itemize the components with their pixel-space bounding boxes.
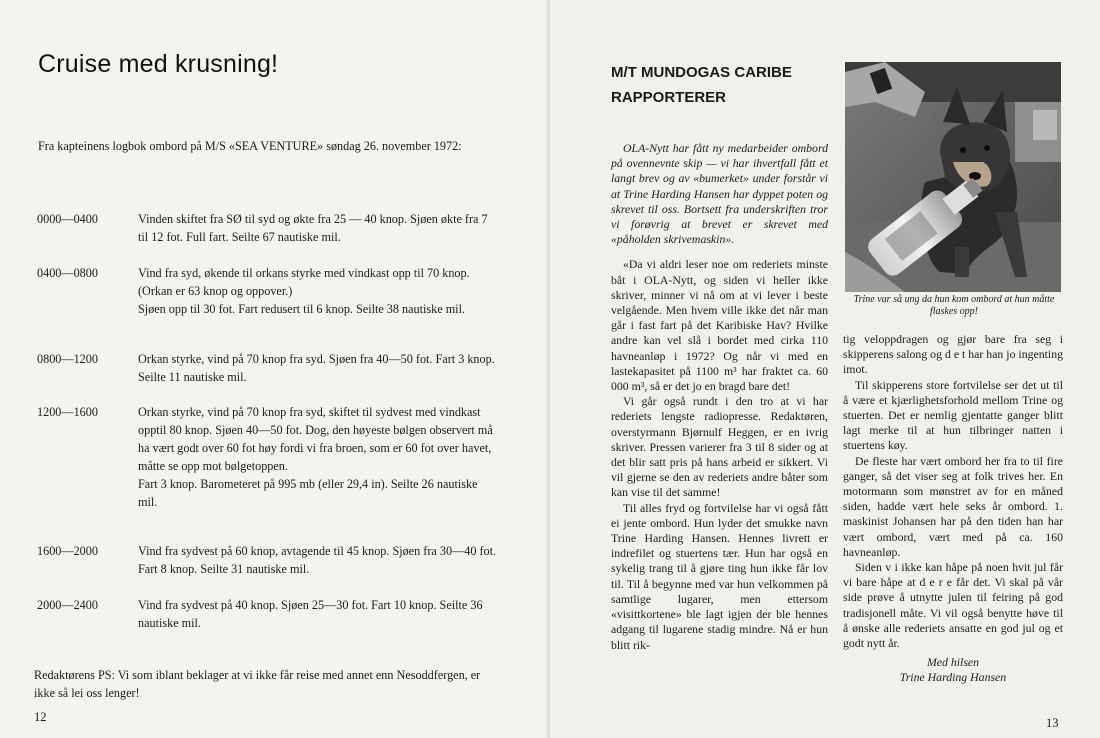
log-text: Vind fra syd, økende til orkans styrke med vindkast opp til 70 knop. (Orkan er 63 knop og oppover.) Sjøen opp til 30 fot. Fart redusert til 6 knop. Seilte 38 nautiske mil. (138, 266, 470, 316)
log-text: Vinden skiftet fra SØ til syd og økte fra 25 — 40 knop. Sjøen økte fra 7 til 12 fot. Full fart. Seilte 67 nautiske mil. (138, 212, 488, 244)
article-headline: Cruise med krusning! (38, 50, 279, 78)
log-text: Vind fra sydvest på 40 knop. Sjøen 25—30 fot. Fart 10 knop. Seilte 36 nautiske mil. (138, 598, 483, 630)
article-column-2 (843, 332, 1063, 686)
editor-ps: Redaktørens PS: Vi som iblant beklager at vi ikke får reise med annet enn Nesoddfergen, er ikke så lei oss lenger! (34, 668, 481, 700)
log-time: 1600—2000 (37, 544, 98, 558)
article-paragraph: Siden v i ikke kan håpe på noen hvit jul får vi bare håpe at d e r e får det. Vi skal på vår side prøve å utnytte julen til feiring på god tradisjonell måte. Vi vil også benytte høve til å ønske alle rederiets ansatte en god jul og et godt nytt år. (843, 560, 1063, 651)
title-line-2: RAPPORTERER (611, 89, 727, 106)
article-intro: OLA-Nytt har fått ny medarbeider ombord på ovennevnte skip — vi har ihvertfall fått et langt brev og av «bumerket» under forstår vi at Trine Harding Hansen har dyppet poten og skrevet til oss. Bortsett fra underskriften tror vi forøvrig at brevet er skrevet med «påholden skrivemaskin». (611, 141, 828, 247)
log-time: 2000—2400 (37, 598, 98, 612)
article-paragraph: Til alles fryd og fortvilelse har vi også fått ei jente ombord. Hun lyder det smukke navn Trine Harding Hansen. Hennes livrett er indrefilet og stuertens tær. Hun har også en sykelig trang til å gjøre ting hun ikke får lov til. Til å begynne med var hun velkommen på samtlige lugarer, men ettersom «visittkortene» ble lagt igjen der ble hennes adgang til lugarene stadig mindre. Nå er hun blitt rik- (611, 500, 828, 652)
log-time: 1200—1600 (37, 405, 98, 419)
article-title (611, 60, 841, 110)
log-time: 0000—0400 (37, 212, 98, 226)
page-number-left: 12 (34, 710, 47, 724)
dog-photo-icon (845, 62, 1061, 292)
article-column-1 (611, 141, 828, 653)
article-paragraph: De fleste har vært ombord her fra to til fire ganger, så det viser seg at folk trives her. En motormann som mønstret av for en måned siden, hadde vært hele seks år ombord. 1. maskinist Johansen har på den tiden han har vært ombord, vært med på ca. 160 havneanløp. (843, 453, 1063, 559)
log-text: Vind fra sydvest på 60 knop, avtagende til 45 knop. Sjøen fra 30—40 fot. Fart 8 knop. Seilte 31 nautiske mil. (138, 544, 497, 576)
log-text: Orkan styrke, vind på 70 knop fra syd. Sjøen fra 40—50 fot. Fart 3 knop. Seilte 11 nautiske mil. (138, 352, 495, 384)
log-text: Orkan styrke, vind på 70 knop fra syd, skiftet til sydvest med vindkast opptil 80 knop. Sjøen 40—50 fot. Dog, den høyeste bølgen observert må ha vært godt over 60 fot høy fordi vi fra broen, som er 60 fot over havet, måtte se opp mot bølgetoppen. Fart 3 knop. Barometeret på 995 mb (eller 29,4 in). Seilte 26 nautiske mil. (138, 405, 493, 509)
dog-photo (845, 62, 1061, 292)
photo-caption: Trine var så ung da hun kom ombord at hun måtte flaskes opp! (853, 294, 1055, 317)
sign-greeting: Med hilsen (926, 655, 980, 670)
logbook-intro: Fra kapteinens logbok ombord på M/S «SEA VENTURE» søndag 26. november 1972: (38, 139, 462, 153)
title-line-1: M/T MUNDOGAS CARIBE (611, 64, 792, 81)
page-number-right: 13 (1046, 716, 1059, 730)
article-paragraph: Til skipperens store fortvilelse ser det ut til å være et kjærlighetsforhold mellom Trine og stuerten. Det er nemlig gjentatte ganger blitt lagt merke til at hun tilbringer natten i stuertens køy. (843, 377, 1063, 453)
article-paragraph: Vi går også rundt i den tro at vi har rederiets lengste radiopresse. Redaktøren, overstyrmann Bjørnulf Heggen, er en ivrig skriver. Pressen varierer fra 3 til 8 sider og at det blir satt pris på hans arbeid er sikkert. Vi vil gjerne se den av rederiets andre båter som kan vise til det samme! (611, 394, 828, 500)
log-time: 0400—0800 (37, 266, 98, 280)
article-paragraph: tig veloppdragen og gjør bare fra seg i skipperens salong og d e t har han jo ingenting imot. (843, 332, 1063, 377)
sign-name: Trine Harding Hansen (899, 670, 1007, 685)
article-paragraph: «Da vi aldri leser noe om rederiets minste båt i OLA-Nytt, og siden vi heller ikke skriver, minner vi nå om at vi lever i beste velgående. Men hvem ville ikke det når man går i fast fart på det Karibiske Hav? Hvilke andre kan vel slå i bordet med cirka 110 havneanløp i 1972? Og når vi med en lastekapasitet på 1100 m³ har fraktet ca. 60 000 m³, så er det jo en bragd bare det! (611, 257, 828, 394)
log-time: 0800—1200 (37, 352, 98, 366)
